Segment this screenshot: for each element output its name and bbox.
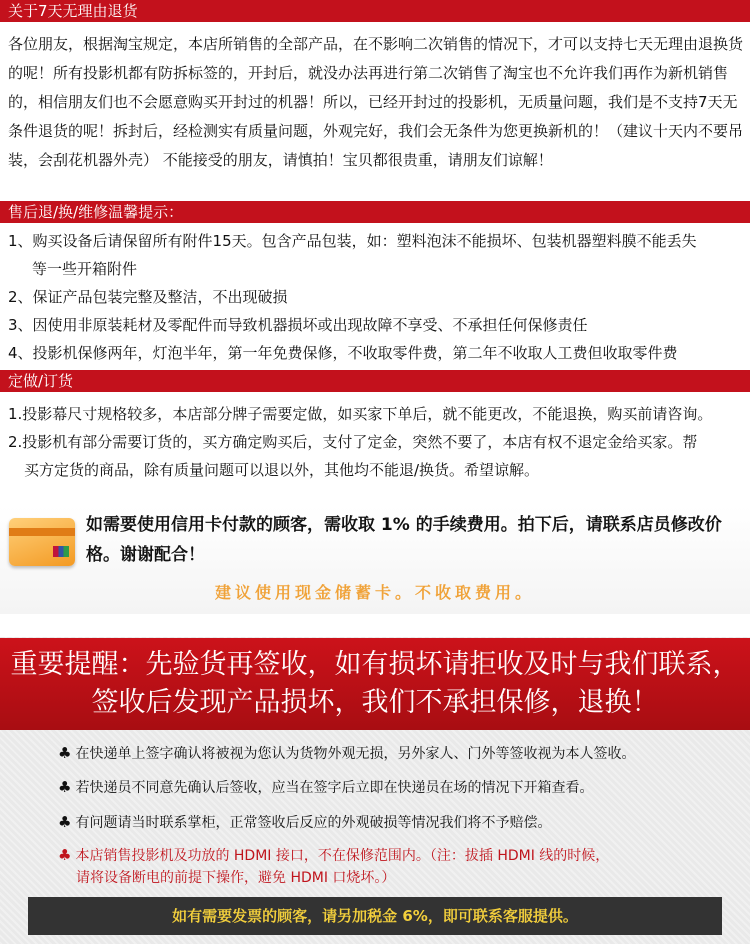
important-reminder-text xyxy=(0,646,750,722)
item-text-continued: 买方定货的商品，除有质量问题可以退以外，其他均不能退/换货。希望谅解。 xyxy=(24,461,540,479)
custom-order-heading: 定做/订货 xyxy=(0,370,750,392)
hdmi-warranty-note xyxy=(58,844,738,889)
return-policy-heading: 关于7天无理由退货 xyxy=(0,0,750,22)
debit-card-suggestion: 建议使用现金储蓄卡。不收取费用。 xyxy=(214,583,535,602)
club-icon: ♣ xyxy=(58,744,72,762)
note-text: 在快递单上签字确认将被视为您认为货物外观无损，另外家人、门外等签收视为本人签收。 xyxy=(75,746,636,762)
club-icon: ♣ xyxy=(58,813,72,831)
delivery-note-1 xyxy=(58,742,738,765)
custom-order-item-2 xyxy=(8,428,748,484)
club-icon: ♣ xyxy=(58,846,72,864)
credit-card-fee-text: 如需要使用信用卡付款的顾客，需收取 1% 的手续费用。拍下后，请联系店员修改价格。谢谢配合！ xyxy=(86,515,722,565)
reminder-line-2: 签收后发现产品损坏，我们不承担保修，退换！ xyxy=(91,687,659,718)
hdmi-note-line-2: 请将设备断电的前提下操作，避免 HDMI 口烧坏。） xyxy=(76,870,396,886)
custom-order-item-1: 1.投影幕尺寸规格较多，本店部分牌子需要定做，如买家下单后，就不能更改，不能退换，购买前请咨询。 xyxy=(8,405,713,423)
hdmi-note-line-1: 本店销售投影机及功放的 HDMI 接口，不在保修范围内。（注：拔插 HDMI 线的时候， xyxy=(75,848,610,864)
after-sales-item-3: 3、因使用非原装耗材及零配件而导致机器损坏或出现故障不享受、不承担任何保修责任 xyxy=(8,316,588,334)
return-policy-text: 各位朋友，根据淘宝规定，本店所销售的全部产品，在不影响二次销售的情况下，才可以支持七天无理由退换货的呢！所有投影机都有防拆标签的，开封后，就没办法再进行第二次销售了淘宝也不允许我们再作为新机销售的，相信朋友们也不会愿意购买开封过的机器！所以，已经开封过的投影机，无质量问题，我们是不支持7天无条件退货的呢！拆封后，经检测实有质量问题，外观完好，我们会无条件为您更换新机的！（建议十天内不要吊装，会刮花机器外壳） 不能接受的朋友，请慎拍！宝贝都很贵重，请朋友们谅解！ xyxy=(8,35,744,169)
club-icon: ♣ xyxy=(58,778,72,796)
after-sales-item-1 xyxy=(8,227,748,283)
reminder-line-1: 重要提醒：先验货再签收，如有损坏请拒收及时与我们联系， xyxy=(10,649,740,680)
item-text: 1、购买设备后请保留所有附件15天。包含产品包装，如：塑料泡沫不能损坏、包装机器塑料膜不能丢失 xyxy=(8,232,697,250)
delivery-note-3 xyxy=(58,811,738,834)
after-sales-item-2: 2、保证产品包装完整及整洁，不出现破损 xyxy=(8,288,288,306)
note-text: 有问题请当时联系掌柜，正常签收后反应的外观破损等情况我们将不予赔偿。 xyxy=(75,815,552,831)
after-sales-item-4: 4、投影机保修两年，灯泡半年，第一年免费保修，不收取零件费，第二年不收取人工费但收取零件费 xyxy=(8,344,678,362)
credit-card-icon xyxy=(9,518,75,566)
item-text-continued: 等一些开箱附件 xyxy=(32,260,138,278)
delivery-note-2 xyxy=(58,776,738,799)
after-sales-heading: 售后退/换/维修温馨提示： xyxy=(0,201,750,223)
note-text: 若快递员不同意先确认后签收，应当在签字后立即在快递员在场的情况下开箱查看。 xyxy=(75,780,594,796)
invoice-notice: 如有需要发票的顾客，请另加税金 6%，即可联系客服提供。 xyxy=(28,897,722,935)
item-text: 2.投影机有部分需要订货的，买方确定购买后，支付了定金，突然不要了，本店有权不退定金给买家。帮 xyxy=(8,433,698,451)
